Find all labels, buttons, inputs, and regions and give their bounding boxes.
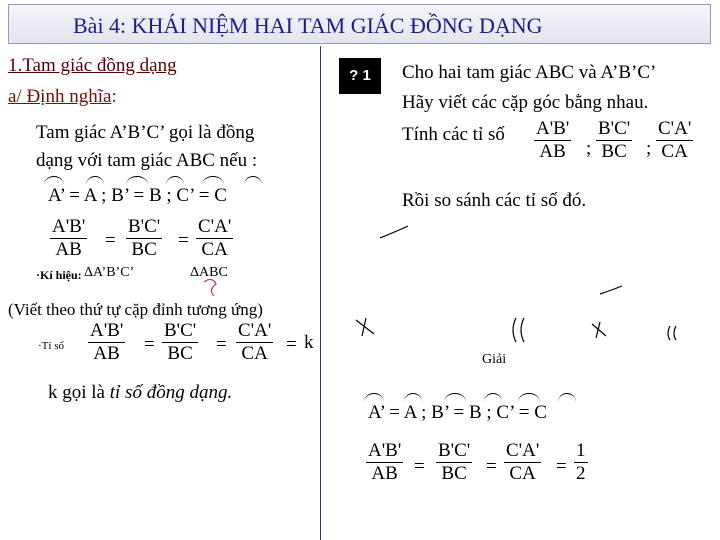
ratio-denominator: AB xyxy=(50,238,87,261)
question-line-2: Hãy viết các cặp góc bằng nhau. xyxy=(402,92,649,113)
angle-mark-icon xyxy=(513,318,524,342)
ratio-denominator: AB xyxy=(88,342,125,365)
ratio-denominator: BC xyxy=(436,462,472,485)
angle-equalities: A’ = A ; B’ = B ; C’ = C xyxy=(48,185,227,206)
k-text: k gọi là xyxy=(48,382,105,403)
question-line-3: Tính các tỉ số xyxy=(402,124,505,145)
ratio-numerator: B'C' xyxy=(128,216,161,237)
ratio-numerator: C'A' xyxy=(198,216,232,237)
question-line-1: Cho hai tam giác ABC và A’B’C’ xyxy=(402,62,657,83)
definition-line-1: Tam giác A’B’C’ gọi là đồng xyxy=(36,122,255,143)
ratio-numerator: A'B' xyxy=(368,440,402,461)
ratio-numerator: B'C' xyxy=(438,440,471,461)
ratio-denominator: CA xyxy=(656,140,693,163)
ratio-denominator: AB xyxy=(366,462,403,485)
question-badge: ? 1 xyxy=(339,58,381,94)
angle-mark-icon xyxy=(592,322,606,338)
ratio-numerator: A'B' xyxy=(536,118,570,139)
half-numerator: 1 xyxy=(576,440,586,461)
notation-label: ·Kí hiệu: xyxy=(36,268,82,282)
subsection-colon: : xyxy=(111,86,117,107)
section-heading: 1.Tam giác đồng dạng xyxy=(8,55,177,76)
order-note: (Viết theo thứ tự cặp đỉnh tương ứng) xyxy=(8,300,263,319)
ratio-denominator: CA xyxy=(196,238,233,261)
ratio-denominator: CA xyxy=(504,462,541,485)
semicolon: ; xyxy=(646,138,652,159)
angle-mark-icon xyxy=(356,318,374,336)
notation-target: ΔABC xyxy=(190,265,228,280)
ratio-numerator: C'A' xyxy=(238,320,272,341)
equals-sign: = xyxy=(105,230,116,251)
ratio-numerator: B'C' xyxy=(598,118,631,139)
subsection-heading-text: a/ Định nghĩa xyxy=(8,86,112,107)
ratio-numerator: A'B' xyxy=(90,320,124,341)
ratio-numerator: B'C' xyxy=(164,320,197,341)
stroke-mark xyxy=(600,286,622,294)
equals-sign: = xyxy=(178,230,189,251)
ratio-numerator: C'A' xyxy=(506,440,540,461)
semicolon: ; xyxy=(586,138,592,159)
definition-line-2: dạng với tam giác ABC nếu : xyxy=(36,150,258,171)
ratio-denominator: AB xyxy=(534,140,571,163)
stroke-mark xyxy=(380,226,408,238)
notation-value: ΔA’B’C’ xyxy=(84,265,135,280)
ratio-numerator: A'B' xyxy=(52,216,86,237)
answer-angle-equalities: A’ = A ; B’ = B ; C’ = C xyxy=(368,402,547,423)
equals-sign: = xyxy=(144,334,155,355)
half-denominator: 2 xyxy=(576,463,586,484)
ratio-denominator: BC xyxy=(126,238,162,261)
equals-sign: = xyxy=(486,456,497,477)
equals-sign: = xyxy=(414,456,425,477)
ratio-denominator: BC xyxy=(596,140,632,163)
k-term: tỉ số đồng dạng. xyxy=(109,382,233,403)
k-symbol: k xyxy=(304,332,314,353)
ratio-denominator: BC xyxy=(162,342,198,365)
slide-title: Bài 4: KHÁI NIỆM HAI TAM GIÁC ĐỒNG DẠNG xyxy=(73,13,543,38)
solution-label: Giải xyxy=(482,352,507,367)
equals-sign: = xyxy=(556,456,567,477)
equals-sign: = xyxy=(286,334,297,355)
question-line-4: Rồi so sánh các tỉ số đó. xyxy=(402,190,587,211)
equals-sign: = xyxy=(216,334,227,355)
ratio-label: ·Tỉ số xyxy=(38,340,64,352)
ratio-numerator: C'A' xyxy=(658,118,692,139)
ratio-denominator: CA xyxy=(236,342,273,365)
similar-symbol-icon xyxy=(204,279,216,296)
angle-mark-icon xyxy=(668,326,676,340)
